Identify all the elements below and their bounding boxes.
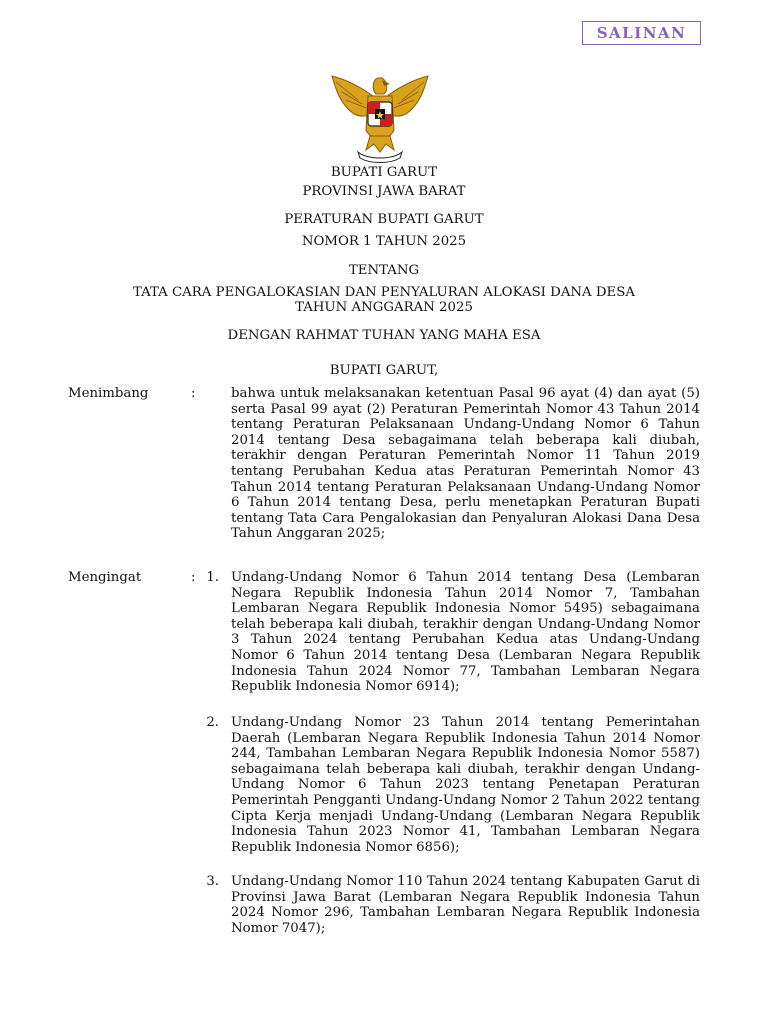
regulation-number: NOMOR 1 TAHUN 2025 (301, 234, 467, 249)
preamble-bupati: BUPATI GARUT, (329, 363, 439, 378)
menimbang-colon: : (191, 386, 196, 401)
regulation-subject (0, 285, 768, 315)
mengingat-colon: : (191, 570, 196, 585)
tentang-heading: TENTANG (348, 263, 420, 278)
menimbang-label: Menimbang (68, 386, 149, 401)
mengingat-item-2-number: 2. (206, 715, 219, 730)
menimbang-text: bahwa untuk melaksanakan ketentuan Pasal 96 ayat (4) dan ayat (5) serta Pasal 99 ayat (2) Peraturan Pemerintah Nomor 43 Tahun 2014 tentang Peraturan Pelaksanaan Undang-Undang Nomor 6 Tahun 2014 tentang Desa sebagaimana telah beberapa kali diubah, terakhir dengan Peraturan Pemerintah Nomor 11 Tahun 2019 tentang Perubahan Kedua atas Peraturan Pemerintah Nomor 43 Tahun 2014 tentang Peraturan Pelaksanaan Undang-Undang Nomor 6 Tahun 2014 tentang Desa, perlu menetapkan Peraturan Bupati tentang Tata Cara Pengalokasian dan Penyaluran Alokasi Dana Desa Tahun Anggaran 2025; (231, 386, 700, 542)
regulation-subject-line1: TATA CARA PENGALOKASIAN DAN PENYALURAN ALOKASI DANA DESA (133, 285, 635, 300)
mengingat-item-2-text: Undang-Undang Nomor 23 Tahun 2014 tentang Pemerintahan Daerah (Lembaran Negara Republik Indonesia Tahun 2014 Nomor 244, Tambahan Lembaran Negara Republik Indonesia Nomor 5587) sebagaimana telah beberapa kali diubah, terakhir dengan Undang-Undang Nomor 6 Tahun 2023 tentang Penetapan Peraturan Pemerintah Pengganti Undang-Undang Nomor 2 Tahun 2022 tentang Cipta Kerja menjadi Undang-Undang (Lembaran Negara Republik Indonesia Tahun 2023 Nomor 41, Tambahan Lembaran Negara Republik Indonesia Nomor 6856); (231, 715, 700, 855)
mengingat-label: Mengingat (68, 570, 142, 585)
header-provinsi: PROVINSI JAWA BARAT (302, 184, 466, 199)
regulation-title: PERATURAN BUPATI GARUT (284, 212, 484, 227)
salinan-stamp: SALINAN (582, 21, 701, 45)
regulation-subject-line2: TAHUN ANGGARAN 2025 (295, 300, 473, 315)
preamble-rahmat: DENGAN RAHMAT TUHAN YANG MAHA ESA (227, 328, 541, 343)
mengingat-item-3-text: Undang-Undang Nomor 110 Tahun 2024 tentang Kabupaten Garut di Provinsi Jawa Barat (Lembaran Negara Republik Indonesia Tahun 2024 Nomor 296, Tambahan Lembaran Negara Republik Indonesia Nomor 7047); (231, 874, 701, 936)
header-bupati: BUPATI GARUT (330, 165, 438, 180)
mengingat-item-3-number: 3. (206, 874, 219, 889)
mengingat-item-1-number: 1. (206, 570, 219, 585)
mengingat-item-1-text: Undang-Undang Nomor 6 Tahun 2014 tentang Desa (Lembaran Negara Republik Indonesia Tahun 2014 Nomor 7, Tambahan Lembaran Negara Republik Indonesia Nomor 5495) sebagaimana telah beberapa kali diubah, terakhir dengan Undang-Undang Nomor 3 Tahun 2024 tentang Perubahan Kedua atas Undang-Undang Nomor 6 Tahun 2014 tentang Desa (Lembaran Negara Republik Indonesia Tahun 2024 Nomor 77, Tambahan Lembaran Negara Republik Indonesia Nomor 6914); (231, 570, 700, 695)
garuda-pancasila-emblem (328, 70, 432, 166)
